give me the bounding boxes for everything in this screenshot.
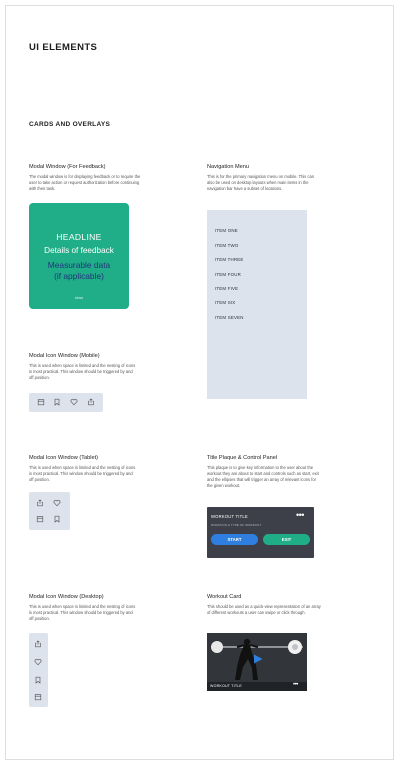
modal-icon-tablet-desc: This is used when space is limited and the nesting of icons is most practical. This window should be triggered by and off position. bbox=[29, 465, 136, 482]
modal-icon-tablet-title: Modal Icon Window (Tablet) bbox=[29, 455, 99, 461]
nav-item-six[interactable]: ITEM SIX bbox=[215, 300, 236, 305]
page-frame bbox=[5, 5, 394, 760]
icon-window-tablet bbox=[29, 492, 70, 530]
feedback-data-line1: Measurable data bbox=[47, 260, 111, 270]
calendar-icon[interactable] bbox=[34, 693, 42, 701]
modal-icon-desktop-desc: This is used when space is limited and the nesting of icons is most practical. This window should be triggered by and off position. bbox=[29, 604, 136, 621]
modal-icon-mobile-desc: This is used when space is limited and the nesting of icons is most practical. This window should be triggered by and off position. bbox=[29, 363, 136, 380]
modal-icon-desktop-title: Modal Icon Window (Desktop) bbox=[29, 594, 104, 600]
modal-feedback-desc: The modal window is for displaying feedback or to require the user to take action or request authorization before continuing with their task. bbox=[29, 174, 141, 191]
icon-window-mobile bbox=[29, 393, 103, 412]
more-options-icon[interactable]: ••• bbox=[296, 510, 304, 520]
more-options-icon[interactable]: ••• bbox=[293, 682, 298, 688]
workout-card-desc: This should be used as a quick-view representation of an array of different workouts a user can swipe or click through. bbox=[207, 604, 321, 615]
play-icon[interactable] bbox=[253, 654, 263, 664]
feedback-modal bbox=[29, 203, 129, 309]
share-icon[interactable] bbox=[87, 398, 95, 406]
workout-subtitle: DURATION & TYPE OF WORKOUT bbox=[211, 523, 262, 527]
heart-icon[interactable] bbox=[53, 499, 61, 507]
workout-card-title: Workout Card bbox=[207, 594, 242, 600]
navigation-menu bbox=[207, 210, 307, 399]
feedback-data-line2: (if applicable) bbox=[54, 271, 104, 281]
nav-item-five[interactable]: ITEM FIVE bbox=[215, 286, 239, 291]
title-plaque-desc: This plaque is to give key information to the user about the workout they are about to start and controls such as start, exit and the ellipses that will trigger an array of relevant icons for the given workout. bbox=[207, 465, 319, 488]
feedback-details: Details of feedback bbox=[44, 246, 114, 255]
nav-item-four[interactable]: ITEM FOUR bbox=[215, 272, 241, 277]
calendar-icon[interactable] bbox=[36, 515, 44, 523]
heart-icon[interactable] bbox=[70, 398, 78, 406]
workout-card-footer bbox=[207, 682, 307, 691]
exit-button[interactable]: EXIT bbox=[263, 534, 310, 545]
bookmark-icon[interactable] bbox=[53, 398, 61, 406]
bookmark-icon[interactable] bbox=[34, 676, 42, 684]
start-button[interactable]: START bbox=[211, 534, 258, 545]
share-icon[interactable] bbox=[34, 640, 42, 648]
nav-item-seven[interactable]: ITEM SEVEN bbox=[215, 315, 244, 320]
nav-menu-title: Navigation Menu bbox=[207, 164, 249, 170]
modal-feedback-title: Modal Window (For Feedback) bbox=[29, 164, 106, 170]
feedback-data bbox=[29, 260, 129, 282]
bookmark-icon[interactable] bbox=[53, 515, 61, 523]
workout-card[interactable] bbox=[207, 633, 307, 691]
section-title: CARDS AND OVERLAYS bbox=[29, 121, 111, 128]
nav-item-two[interactable]: ITEM TWO bbox=[215, 243, 239, 248]
nav-item-one[interactable]: ITEM ONE bbox=[215, 228, 238, 233]
feedback-headline: HEADLINE bbox=[56, 232, 102, 242]
page-title: UI ELEMENTS bbox=[29, 42, 98, 53]
title-plaque-title: Title Plaque & Control Panel bbox=[207, 455, 278, 461]
control-panel bbox=[207, 507, 314, 558]
modal-icon-mobile-title: Modal Icon Window (Mobile) bbox=[29, 353, 100, 359]
workout-card-label: WORKOUT TITLE bbox=[210, 684, 243, 688]
workout-title: WORKOUT TITLE bbox=[211, 514, 248, 519]
calendar-icon[interactable] bbox=[37, 398, 45, 406]
nav-item-three[interactable]: ITEM THREE bbox=[215, 257, 244, 262]
heart-icon[interactable] bbox=[34, 658, 42, 666]
nav-menu-desc: This is for the primary navigation menu on mobile. This can also be used on desktop layouts when main items in the navigation bar have a subset of locations. bbox=[207, 174, 315, 191]
share-icon[interactable] bbox=[36, 499, 44, 507]
feedback-close-button[interactable]: close bbox=[74, 296, 84, 300]
icon-window-desktop bbox=[29, 633, 48, 707]
